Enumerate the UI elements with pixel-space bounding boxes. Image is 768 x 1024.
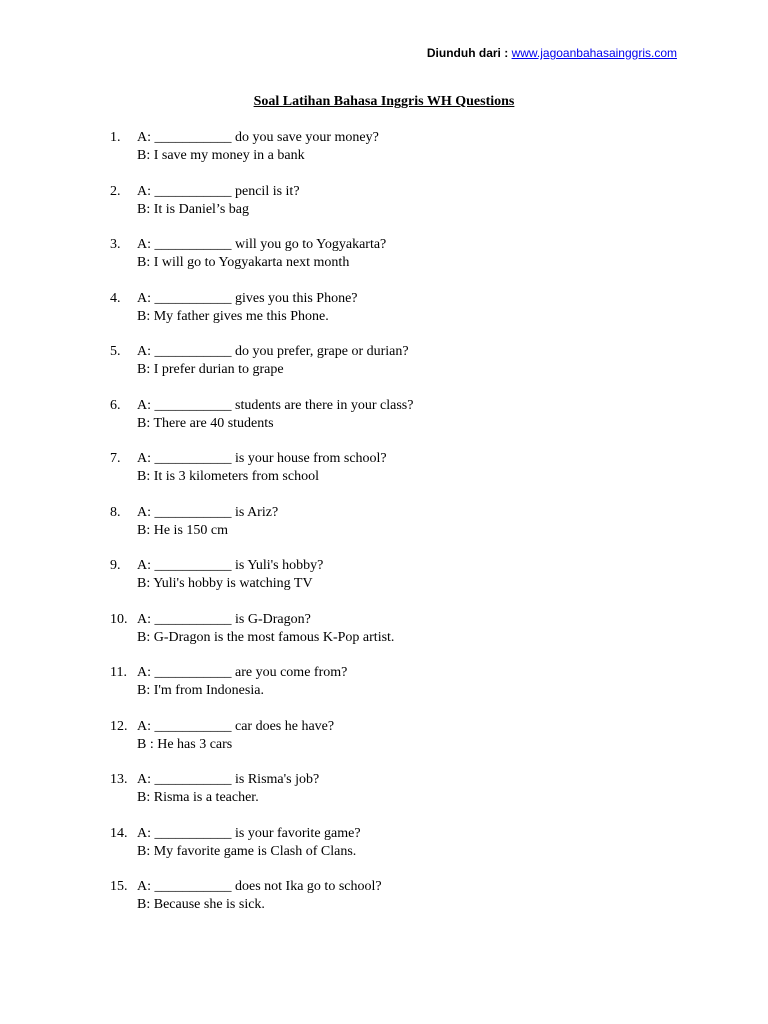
question-a-line: A: ___________ is Risma's job? bbox=[137, 772, 320, 787]
question-item bbox=[110, 183, 670, 237]
question-item bbox=[110, 129, 670, 183]
question-item bbox=[110, 664, 670, 718]
question-b-line: B: Yuli's hobby is watching TV bbox=[137, 576, 313, 591]
question-item bbox=[110, 236, 670, 290]
question-a-line: A: ___________ are you come from? bbox=[137, 665, 348, 680]
question-number: 13. bbox=[110, 772, 128, 787]
question-a-line: A: ___________ will you go to Yogyakarta? bbox=[137, 237, 387, 252]
question-number: 7. bbox=[110, 451, 121, 466]
source-credit bbox=[427, 46, 677, 60]
source-link[interactable]: www.jagoanbahasainggris.com bbox=[511, 46, 677, 60]
question-number: 3. bbox=[110, 237, 121, 252]
question-a-line: A: ___________ is your favorite game? bbox=[137, 825, 361, 841]
question-a-line: A: ___________ do you save your money? bbox=[137, 130, 379, 145]
question-item bbox=[110, 557, 670, 611]
question-a-line: A: ___________ does not Ika go to school? bbox=[137, 879, 382, 894]
question-b-line: B: I prefer durian to grape bbox=[137, 362, 284, 377]
question-item bbox=[110, 878, 670, 932]
question-number: 11. bbox=[110, 665, 127, 680]
question-number: 4. bbox=[110, 290, 121, 306]
question-item bbox=[110, 290, 670, 344]
question-number: 14. bbox=[110, 825, 128, 841]
question-a-line: A: ___________ pencil is it? bbox=[137, 183, 300, 199]
question-b-line: B: G-Dragon is the most famous K-Pop artist. bbox=[137, 629, 395, 645]
question-a-line: A: ___________ is your house from school? bbox=[137, 451, 387, 466]
question-a-line: A: ___________ is G-Dragon? bbox=[137, 611, 311, 627]
source-label: Diunduh dari : bbox=[426, 46, 509, 60]
question-number: 12. bbox=[110, 718, 128, 734]
question-b-line: B: My father gives me this Phone. bbox=[137, 308, 329, 324]
question-item bbox=[110, 397, 670, 451]
question-b-line: B: I will go to Yogyakarta next month bbox=[137, 255, 350, 270]
question-number: 5. bbox=[110, 344, 121, 359]
question-item bbox=[110, 825, 670, 879]
question-list bbox=[110, 129, 670, 932]
question-b-line: B: I save my money in a bank bbox=[137, 148, 305, 163]
question-a-line: A: ___________ is Ariz? bbox=[137, 504, 279, 520]
question-item bbox=[110, 718, 670, 772]
question-number: 15. bbox=[110, 879, 128, 894]
question-b-line: B : He has 3 cars bbox=[137, 736, 233, 752]
question-item bbox=[110, 450, 670, 504]
question-b-line: B: Because she is sick. bbox=[137, 897, 265, 912]
question-item bbox=[110, 611, 670, 665]
question-number: 9. bbox=[110, 558, 121, 573]
question-number: 8. bbox=[110, 504, 121, 520]
question-b-line: B: Risma is a teacher. bbox=[137, 790, 259, 805]
question-b-line: B: I'm from Indonesia. bbox=[137, 683, 264, 698]
question-item bbox=[110, 771, 670, 825]
question-b-line: B: There are 40 students bbox=[137, 415, 274, 431]
question-number: 6. bbox=[110, 397, 121, 413]
question-b-line: B: It is Daniel’s bag bbox=[137, 201, 249, 217]
question-b-line: B: It is 3 kilometers from school bbox=[137, 469, 319, 484]
question-item bbox=[110, 343, 670, 397]
question-b-line: B: My favorite game is Clash of Clans. bbox=[137, 843, 357, 859]
question-a-line: A: ___________ car does he have? bbox=[137, 718, 335, 734]
question-number: 2. bbox=[110, 183, 121, 199]
question-a-line: A: ___________ gives you this Phone? bbox=[137, 290, 358, 306]
question-number: 1. bbox=[110, 130, 121, 145]
question-b-line: B: He is 150 cm bbox=[137, 522, 228, 538]
question-item bbox=[110, 504, 670, 558]
question-a-line: A: ___________ do you prefer, grape or durian? bbox=[137, 344, 409, 359]
question-a-line: A: ___________ students are there in your class? bbox=[137, 397, 414, 413]
question-a-line: A: ___________ is Yuli's hobby? bbox=[137, 558, 324, 573]
page-title: Soal Latihan Bahasa Inggris WH Questions bbox=[253, 94, 515, 109]
question-number: 10. bbox=[110, 611, 128, 627]
